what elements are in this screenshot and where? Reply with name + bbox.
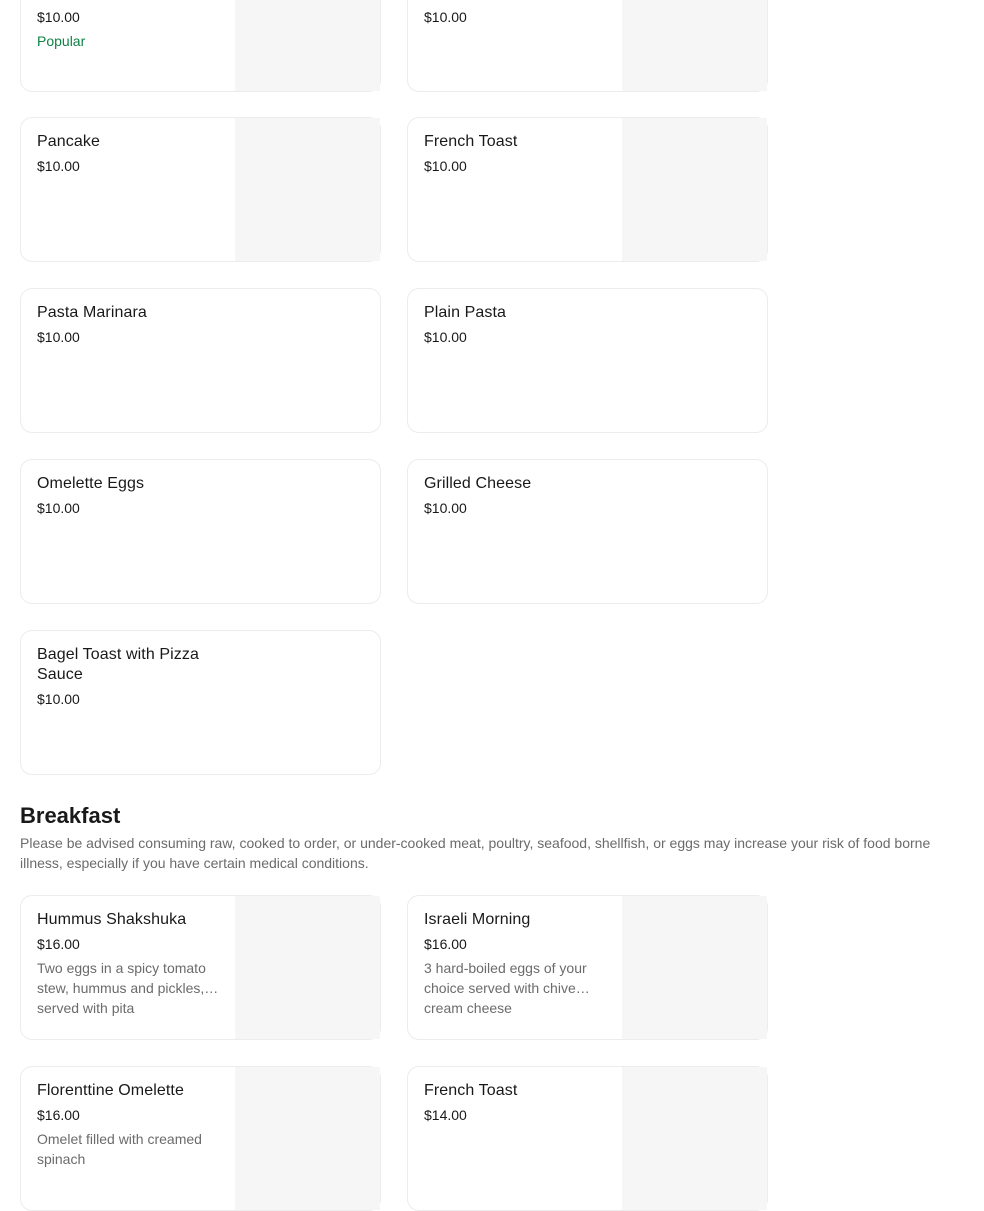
menu-item-card[interactable] [407,0,768,92]
menu-item-info [424,303,614,346]
menu-item-name: Plain Pasta [424,304,507,321]
section-title-breakfast: Breakfast [20,803,121,828]
menu-item-name: Pasta Marinara [37,304,147,321]
menu-item-image [622,1067,767,1210]
menu-item-info [37,303,227,346]
menu-item-image [235,1067,380,1210]
menu-item-description: 3 hard-boiled eggs of your choice served with chive cream cheese [424,960,587,1016]
menu-item-name: Omelette Eggs [37,475,145,492]
menu-item-description: Two eggs in a spicy tomato stew, hummus and pickles, served with pita [37,960,206,1016]
menu-item-price: $16.00 [37,1107,80,1123]
popular-badge: Popular [37,33,86,49]
menu-item-info [37,645,237,708]
menu-item-image [235,118,380,261]
menu-item-name: Pancake [37,133,100,150]
menu-item-price: $10.00 [37,500,80,516]
menu-item-card-hummus-shakshuka[interactable] [20,895,381,1040]
menu-item-card-pasta-marinara[interactable] [20,288,381,433]
menu-item-price: $10.00 [37,158,80,174]
menu-item-image [622,0,767,91]
menu-item-card-florenttine-omelette[interactable] [20,1066,381,1211]
menu-item-card-omelette-eggs[interactable] [20,459,381,604]
menu-item-card-grilled-cheese[interactable] [407,459,768,604]
menu-item-price: $10.00 [424,9,467,25]
menu-item-price: $14.00 [424,1107,467,1123]
menu-item-price: $10.00 [37,691,80,707]
menu-item-image [235,896,380,1039]
menu-item-card-israeli-morning[interactable] [407,895,768,1040]
menu-item-name: Florenttine Omelette [37,1082,184,1099]
menu-item-name: Hummus Shakshuka [37,911,187,928]
menu-item-price: $10.00 [37,329,80,345]
menu-item-info [37,910,223,1016]
menu-item-name: French Toast [424,1082,518,1099]
menu-item-price: $16.00 [37,936,80,952]
menu-item-info [424,1081,614,1124]
section-advisory-note: Please be advised consuming raw, cooked to order, or under-cooked meat, poultry, seafood, shellfish, or eggs may increase your risk of food borne illness, especially if you have certain medical conditions. [20,835,931,871]
menu-item-card-french-toast[interactable] [407,117,768,262]
menu-item-info [424,910,604,1016]
menu-item-info [424,132,614,175]
menu-item-card-pancake[interactable] [20,117,381,262]
menu-item-card-bagel-toast[interactable] [20,630,381,775]
menu-item-name: Bagel Toast with Pizza Sauce [37,646,199,683]
menu-item-name: Grilled Cheese [424,475,532,492]
menu-item-info [424,0,614,26]
menu-item-price: $10.00 [424,158,467,174]
menu-item-info [37,132,227,175]
menu-item-image [622,118,767,261]
menu-item-info [37,474,227,517]
menu-item-image [235,0,380,91]
menu-item-description: Omelet filled with creamed spinach [37,1131,202,1167]
menu-item-info [37,0,227,50]
menu-item-info [424,474,614,517]
menu-item-card[interactable] [20,0,381,92]
menu-item-name: French Toast [424,133,518,150]
menu-item-card-plain-pasta[interactable] [407,288,768,433]
menu-item-price: $10.00 [37,9,80,25]
menu-item-price: $10.00 [424,329,467,345]
menu-item-card-french-toast-breakfast[interactable] [407,1066,768,1211]
menu-item-info [37,1081,223,1169]
menu-item-name: Israeli Morning [424,911,531,928]
menu-item-image [622,896,767,1039]
menu-item-price: $16.00 [424,936,467,952]
menu-item-price: $10.00 [424,500,467,516]
